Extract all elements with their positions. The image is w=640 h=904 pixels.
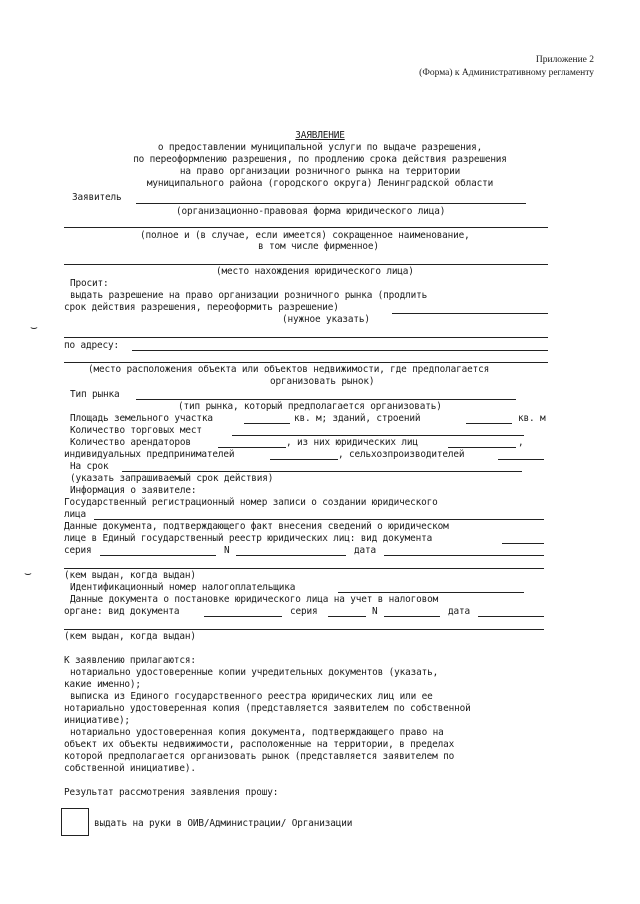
applicant-location-hint: (место нахождения юридического лица) bbox=[216, 266, 414, 277]
legal-entities-field[interactable] bbox=[448, 447, 516, 448]
tax-number-field[interactable] bbox=[384, 616, 440, 617]
legal-entities-label: , из них юридических лиц bbox=[286, 437, 418, 448]
appendix-number: Приложение 2 bbox=[535, 55, 594, 65]
tax-issuer-field[interactable] bbox=[64, 629, 544, 630]
attachment-line-2: какие именно); bbox=[64, 679, 141, 690]
attachment-line-1: нотариально удостоверенные копии учредительных документов (указать, bbox=[70, 667, 439, 678]
title-line-4: муниципального района (городского округа) Ленинградской области bbox=[146, 178, 494, 189]
result-option-checkbox[interactable] bbox=[61, 808, 89, 836]
appendix-form-reference: (Форма) к Административному регламенту bbox=[419, 68, 594, 78]
market-type-field[interactable] bbox=[136, 399, 516, 400]
tax-doc-label-1: Данные документа о постановке юридического лица на учет в налоговом bbox=[70, 594, 439, 605]
farmers-label: , сельхозпроизводителей bbox=[338, 449, 465, 460]
tenants-field[interactable] bbox=[218, 447, 286, 448]
market-type-hint: (тип рынка, который предполагается организовать) bbox=[178, 401, 442, 412]
request-extra-field[interactable] bbox=[64, 337, 548, 338]
request-choice-field[interactable] bbox=[392, 313, 548, 314]
term-hint: (указать запрашиваемый срок действия) bbox=[70, 473, 274, 484]
address-field-2[interactable] bbox=[64, 362, 548, 363]
egrul-series-field[interactable] bbox=[100, 555, 216, 556]
building-area-label: кв. м; зданий, строений bbox=[294, 413, 421, 424]
result-option-label: выдать на руки в ОИВ/Администрации/ Организации bbox=[94, 818, 353, 829]
attachment-line-6: нотариально удостоверенная копия документа, подтверждающего право на bbox=[70, 727, 444, 738]
tax-date-field[interactable] bbox=[478, 616, 544, 617]
trade-places-field[interactable] bbox=[232, 435, 524, 436]
entrepreneurs-field[interactable] bbox=[270, 459, 338, 460]
egrul-date-field[interactable] bbox=[384, 555, 544, 556]
tax-issuer-hint: (кем выдан, когда выдан) bbox=[64, 631, 196, 642]
attachments-title: К заявлению прилагаются: bbox=[64, 655, 196, 666]
address-hint-1: (место расположения объекта или объектов недвижимости, где предполагается bbox=[88, 364, 490, 375]
applicant-location-field[interactable] bbox=[64, 264, 548, 265]
applicant-legal-form-field[interactable] bbox=[136, 203, 526, 204]
trade-places-label: Количество торговых мест bbox=[70, 425, 202, 436]
egrul-series-label: серия bbox=[64, 545, 92, 556]
attachment-line-7: объект их объекты недвижимости, расположенные на территории, в пределах bbox=[64, 739, 455, 750]
address-field[interactable] bbox=[132, 350, 548, 351]
ogrn-field[interactable] bbox=[94, 519, 544, 520]
applicant-label: Заявитель bbox=[72, 192, 122, 203]
request-text-1: выдать разрешение на право организации розничного рынка (продлить bbox=[70, 290, 428, 301]
tax-doc-type-field[interactable] bbox=[204, 616, 282, 617]
applicant-name-hint-1: (полное и (в случае, если имеется) сокращенное наименование, bbox=[140, 230, 470, 241]
request-choice-hint: (нужное указать) bbox=[282, 314, 370, 325]
title-line-1: о предоставлении муниципальной услуги по выдаче разрешения, bbox=[157, 142, 483, 153]
tax-series-label: серия bbox=[290, 606, 318, 617]
egrul-number-field[interactable] bbox=[236, 555, 346, 556]
attachment-line-5: инициативе); bbox=[64, 715, 130, 726]
tenants-comma: , bbox=[518, 437, 524, 448]
term-label: На срок bbox=[70, 461, 109, 472]
egrul-issuer-hint: (кем выдан, когда выдан) bbox=[64, 570, 196, 581]
egrul-doc-label-2: лице в Единый государственный реестр юридических лиц: вид документа bbox=[64, 533, 433, 544]
applicant-legal-form-hint: (организационно-правовая форма юридического лица) bbox=[176, 206, 446, 217]
title-line-3: на право организации розничного рынка на территории bbox=[179, 166, 461, 177]
area-unit-label: кв. м bbox=[518, 413, 546, 424]
land-area-field[interactable] bbox=[244, 423, 290, 424]
ogrn-label-1: Государственный регистрационный номер записи о создании юридического bbox=[64, 497, 438, 508]
request-label: Просит: bbox=[70, 278, 109, 289]
address-hint-2: организовать рынок) bbox=[270, 376, 375, 387]
inn-label: Идентификационный номер налогоплательщика bbox=[70, 582, 296, 593]
binding-mark-bottom: ⌣ bbox=[24, 566, 32, 580]
attachment-line-9: собственной инициативе). bbox=[64, 763, 196, 774]
applicant-name-hint-2: в том числе фирменное) bbox=[258, 241, 379, 252]
inn-field[interactable] bbox=[338, 592, 524, 593]
term-field[interactable] bbox=[122, 471, 522, 472]
address-label: по адресу: bbox=[64, 340, 119, 351]
market-type-label: Тип рынка bbox=[70, 389, 120, 400]
attachment-line-3: выписка из Единого государственного реестра юридических лиц или ее bbox=[70, 691, 433, 702]
egrul-doc-type-field[interactable] bbox=[502, 543, 544, 544]
attachment-line-4: нотариально удостоверенная копия (представляется заявителем по собственной bbox=[64, 703, 471, 714]
appendix-header bbox=[419, 54, 594, 80]
tax-number-label: N bbox=[372, 606, 378, 617]
egrul-doc-label-1: Данные документа, подтверждающего факт внесения сведений о юридическом bbox=[64, 521, 449, 532]
tenants-label: Количество арендаторов bbox=[70, 437, 191, 448]
ogrn-label-2: лица bbox=[64, 509, 86, 520]
farmers-field[interactable] bbox=[498, 459, 544, 460]
tax-series-field[interactable] bbox=[328, 616, 366, 617]
entrepreneurs-label: индивидуальных предпринимателей bbox=[64, 449, 235, 460]
result-label: Результат рассмотрения заявления прошу: bbox=[64, 787, 279, 798]
land-area-label: Площадь земельного участка bbox=[70, 413, 213, 424]
egrul-date-label: дата bbox=[354, 545, 376, 556]
attachment-line-8: которой предполагается организовать рынок (представляется заявителем по bbox=[64, 751, 455, 762]
building-area-field[interactable] bbox=[466, 423, 512, 424]
applicant-name-field[interactable] bbox=[64, 227, 548, 228]
egrul-number-label: N bbox=[224, 545, 230, 556]
binding-mark-top: ⌣ bbox=[30, 320, 38, 334]
form-title: ЗАЯВЛЕНИЕ bbox=[295, 130, 345, 141]
title-line-2: по переоформлению разрешения, по продлению срока действия разрешения bbox=[133, 154, 507, 165]
tax-doc-label-2: органе: вид документа bbox=[64, 606, 180, 617]
request-text-2: срок действия разрешения, переоформить разрешение) bbox=[64, 302, 339, 313]
egrul-issuer-field[interactable] bbox=[64, 568, 544, 569]
applicant-info-title: Информация о заявителе: bbox=[70, 485, 197, 496]
tax-date-label: дата bbox=[448, 606, 470, 617]
